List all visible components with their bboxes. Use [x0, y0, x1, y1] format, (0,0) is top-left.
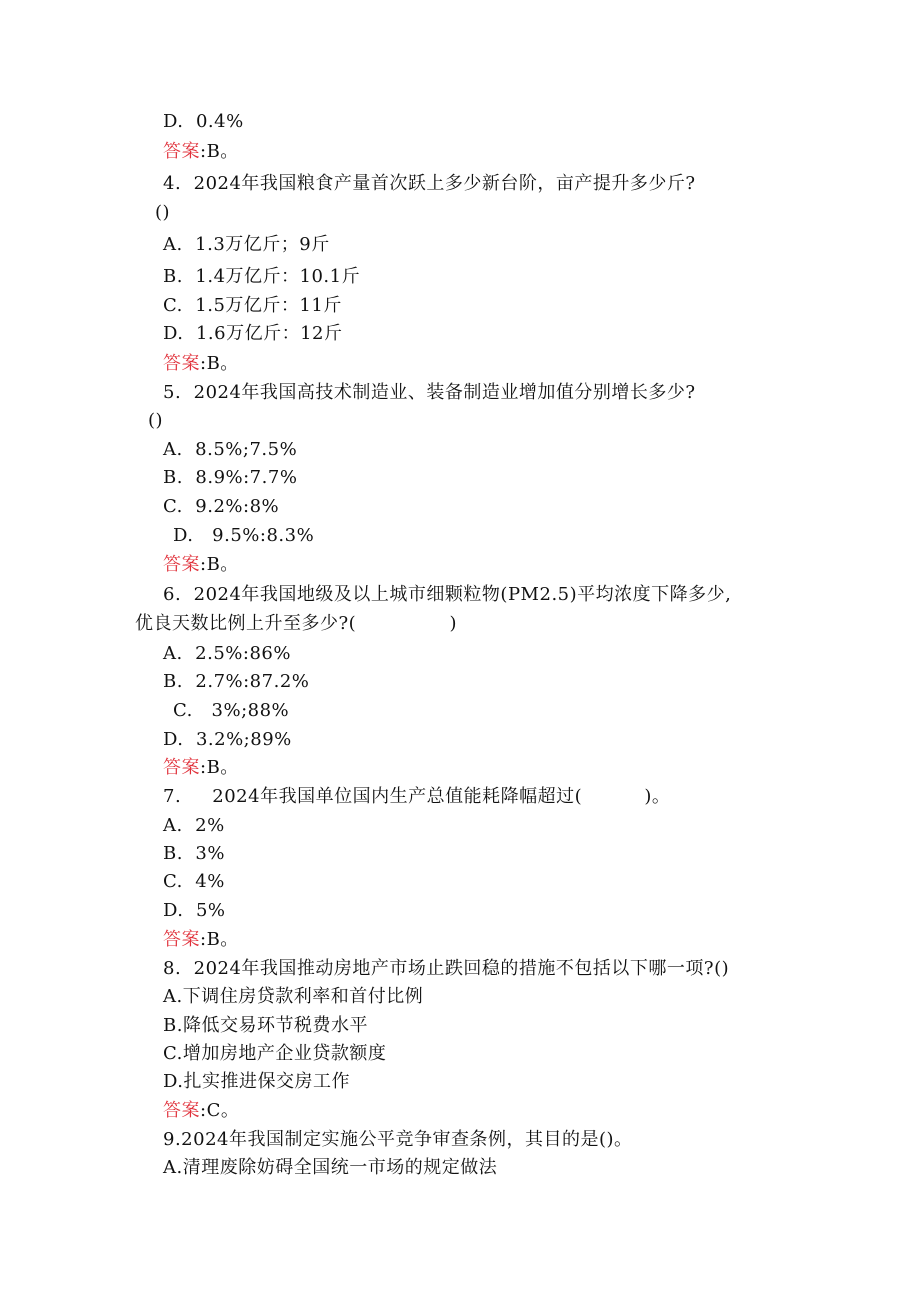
option-a: A. 2% — [163, 815, 225, 836]
answer-blank: () — [148, 410, 164, 431]
answer-value: :B。 — [200, 554, 239, 575]
answer-label: 答案 — [163, 757, 200, 778]
option-d: D. 9.5%:8.3% — [173, 525, 315, 546]
option-a: A. 8.5%;7.5% — [163, 439, 298, 460]
option-d: D.扎实推进保交房工作 — [163, 1071, 351, 1092]
question-stem: 7. 2024年我国单位国内生产总值能耗降幅超过( )。 — [163, 786, 671, 807]
question-stem: 6. 2024年我国地级及以上城市细颗粒物(PM2.5)平均浓度下降多少, — [163, 584, 732, 605]
option-b: B. 3% — [163, 843, 225, 864]
option-c: C.增加房地产企业贷款额度 — [163, 1043, 387, 1064]
answer-label: 答案 — [163, 929, 200, 950]
answer-value: :B。 — [200, 929, 239, 950]
option-c: C. 1.5万亿斤：11斤 — [163, 295, 342, 316]
answer-blank: () — [155, 202, 171, 223]
question-stem: 8. 2024年我国推动房地产市场止跌回稳的措施不包括以下哪一项?() — [163, 958, 730, 979]
answer-value: :B。 — [200, 141, 239, 162]
answer-line — [163, 928, 239, 952]
answer-value: :B。 — [200, 757, 239, 778]
option-d: D. 1.6万亿斤：12斤 — [163, 323, 343, 344]
answer-line — [163, 140, 239, 164]
question-stem: 9.2024年我国制定实施公平竞争审查条例，其目的是()。 — [163, 1129, 633, 1150]
answer-value: :B。 — [200, 353, 239, 374]
option-d: D. 0.4% — [163, 111, 244, 132]
option-b: B. 2.7%:87.2% — [163, 671, 310, 692]
option-c: C. 9.2%:8% — [163, 496, 280, 517]
answer-line — [163, 1099, 239, 1123]
option-d: D. 3.2%;89% — [163, 729, 292, 750]
question-stem: 5. 2024年我国高技术制造业、装备制造业增加值分别增长多少? — [163, 382, 696, 403]
option-a: A. 1.3万亿斤；9斤 — [163, 234, 330, 255]
option-a: A.下调住房贷款利率和首付比例 — [163, 986, 424, 1007]
answer-line — [163, 553, 239, 577]
option-b: B.降低交易环节税费水平 — [163, 1015, 368, 1036]
option-a: A. 2.5%:86% — [163, 643, 291, 664]
answer-line — [163, 352, 239, 376]
option-d: D. 5% — [163, 900, 226, 921]
option-a: A.清理废除妨碍全国统一市场的规定做法 — [163, 1157, 498, 1178]
answer-label: 答案 — [163, 1100, 200, 1121]
answer-label: 答案 — [163, 353, 200, 374]
option-c: C. 3%;88% — [173, 700, 290, 721]
answer-line — [163, 756, 239, 780]
answer-label: 答案 — [163, 141, 200, 162]
answer-label: 答案 — [163, 554, 200, 575]
option-c: C. 4% — [163, 871, 225, 892]
question-stem-continued: 优良天数比例上升至多少?( ) — [135, 613, 458, 634]
question-stem: 4. 2024年我国粮食产量首次跃上多少新台阶，亩产提升多少斤? — [163, 173, 696, 194]
option-b: B. 8.9%:7.7% — [163, 467, 298, 488]
option-b: B. 1.4万亿斤：10.1斤 — [163, 266, 361, 287]
answer-value: :C。 — [200, 1100, 240, 1121]
